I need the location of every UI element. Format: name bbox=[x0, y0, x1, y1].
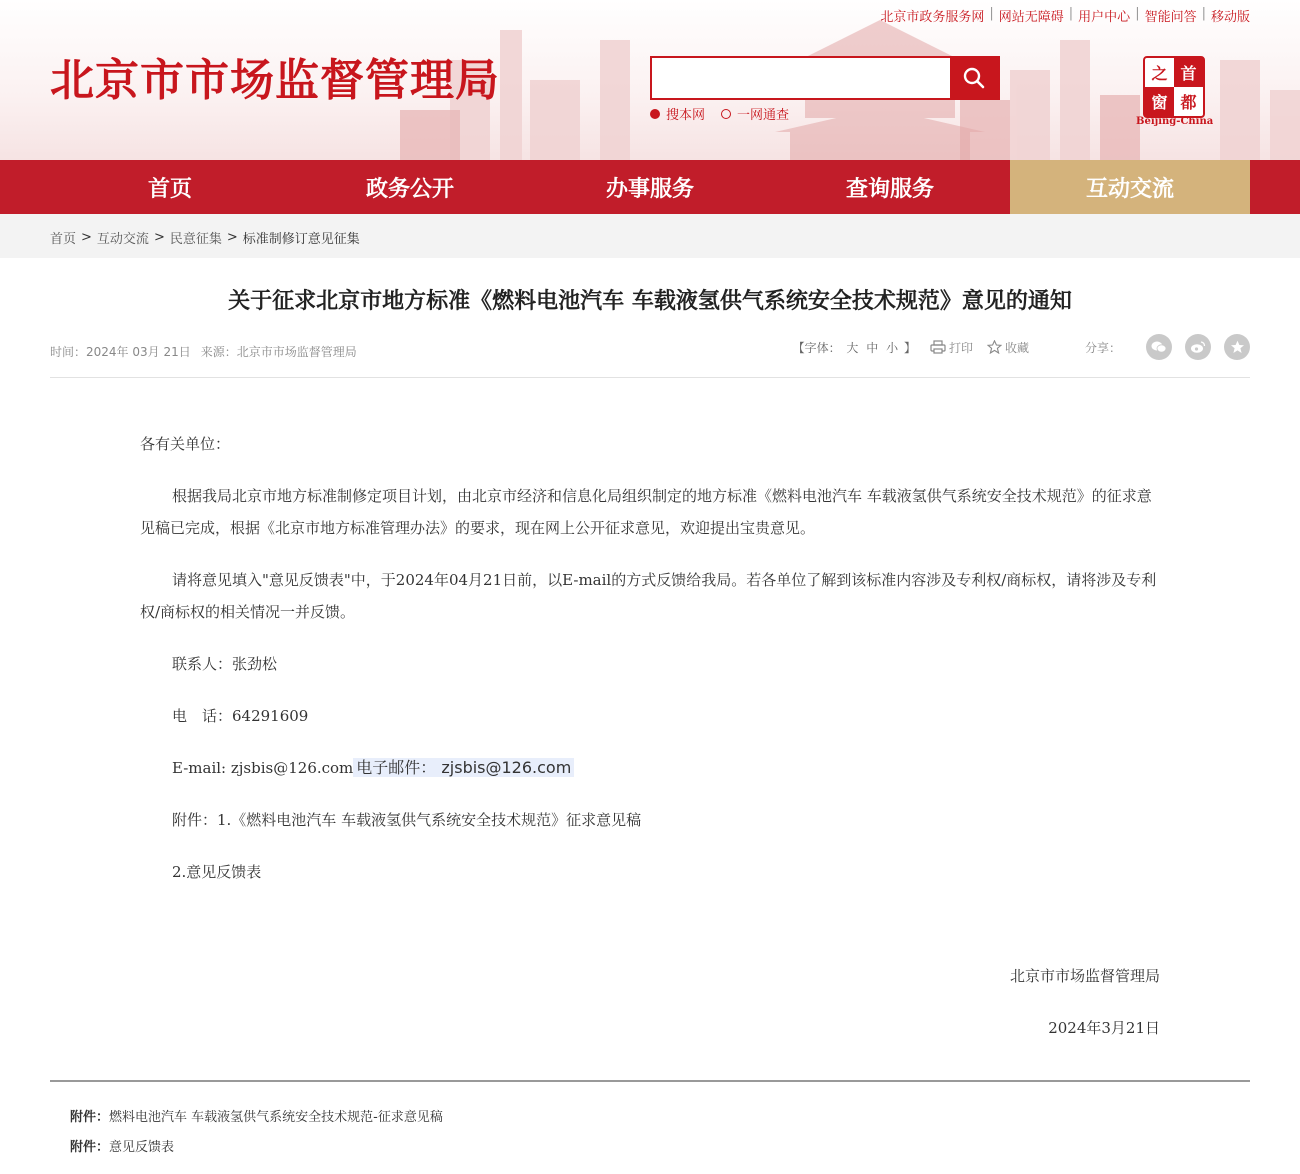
search-box bbox=[650, 56, 1000, 100]
attachment-link-draft[interactable]: 燃料电池汽车 车载液氢供气系统安全技术规范-征求意见稿 bbox=[109, 1110, 443, 1125]
search-input[interactable] bbox=[652, 58, 950, 98]
attachment-label: 附件： bbox=[70, 1140, 110, 1155]
breadcrumb-separator: > bbox=[81, 230, 92, 245]
contact-email-line bbox=[140, 752, 1160, 784]
main-nav bbox=[0, 160, 1300, 214]
breadcrumb-separator: > bbox=[153, 230, 165, 245]
breadcrumb-separator: > bbox=[226, 230, 238, 245]
attachment-label: 附件： bbox=[70, 1110, 110, 1125]
top-link-mobile[interactable]: 移动版 bbox=[1210, 10, 1250, 25]
meta-source-value: 北京市市场监督管理局 bbox=[236, 345, 357, 359]
meta-time bbox=[50, 343, 191, 360]
breadcrumb-opinion[interactable]: 民意征集 bbox=[169, 232, 222, 247]
breadcrumb-current: 标准制修订意见征集 bbox=[242, 232, 360, 247]
share-favorite-button[interactable] bbox=[1224, 334, 1250, 360]
attachment-item bbox=[70, 1106, 443, 1125]
font-size-medium[interactable]: 中 bbox=[866, 340, 879, 355]
nav-item-interaction[interactable]: 互动交流 bbox=[1010, 160, 1250, 214]
search-scope-all-label: 一网通查 bbox=[737, 108, 790, 123]
radio-checked-icon bbox=[650, 109, 660, 119]
nav-item-query[interactable]: 查询服务 bbox=[845, 176, 934, 202]
nav-item-home[interactable]: 首页 bbox=[147, 176, 192, 202]
contact-email[interactable]: E-mail: zjsbis@126.com bbox=[172, 759, 354, 777]
badge-subtitle: Beijing-China bbox=[1136, 116, 1214, 127]
article-tools bbox=[793, 332, 1250, 362]
badge-char: 窗 bbox=[1145, 87, 1174, 116]
breadcrumb-bar bbox=[0, 214, 1300, 258]
divider bbox=[50, 377, 1250, 378]
print-button[interactable] bbox=[930, 339, 973, 356]
font-size-large[interactable]: 大 bbox=[846, 340, 859, 355]
search-scope-site[interactable] bbox=[650, 104, 705, 123]
breadcrumb-interaction[interactable]: 互动交流 bbox=[96, 232, 149, 247]
font-size-control bbox=[793, 339, 916, 356]
meta-source bbox=[201, 343, 357, 360]
favorite-label: 收藏 bbox=[1004, 340, 1029, 355]
share-wechat-button[interactable] bbox=[1146, 334, 1172, 360]
breadcrumb bbox=[50, 228, 360, 247]
nav-item-gov-affairs[interactable]: 政务公开 bbox=[365, 176, 454, 202]
top-links bbox=[880, 6, 1250, 25]
share-weibo-button[interactable] bbox=[1185, 334, 1211, 360]
top-link-accessibility[interactable]: 网站无障碍 bbox=[998, 10, 1064, 25]
salutation: 各有关单位： bbox=[140, 435, 231, 453]
top-link-smart-qa[interactable]: 智能问答 bbox=[1144, 10, 1197, 25]
search-button[interactable] bbox=[950, 58, 998, 98]
font-size-close: 】 bbox=[903, 340, 916, 355]
top-link-user-center[interactable]: 用户中心 bbox=[1078, 10, 1131, 25]
search-scope-site-label: 搜本网 bbox=[666, 108, 706, 123]
article-title: 关于征求北京市地方标准《燃料电池汽车 车载液氢供气系统安全技术规范》意见的通知 bbox=[228, 289, 1072, 314]
radio-unchecked-icon bbox=[721, 109, 731, 119]
divider: | bbox=[1201, 6, 1206, 21]
capital-window-logo[interactable] bbox=[1143, 56, 1205, 118]
attachment-note-1: 附件：1.《燃料电池汽车 车载液氢供气系统安全技术规范》征求意见稿 bbox=[172, 811, 642, 829]
print-label: 打印 bbox=[948, 340, 973, 355]
paragraph-intro: 根据我局北京市地方标准制修定项目计划，由北京市经济和信息化局组织制定的地方标准《燃料电池汽车 车载液氢供气系统安全技术规范》的征求意见稿已完成，根据《北京市地方标准管理办法》的要求，现在网上公开征求意见，欢迎提出宝贵意见。 bbox=[140, 487, 1152, 537]
divider: | bbox=[989, 6, 994, 21]
star-icon bbox=[1230, 340, 1245, 354]
divider: | bbox=[1068, 6, 1074, 21]
top-link-gov-service[interactable]: 北京市政务服务网 bbox=[880, 10, 985, 25]
attachment-item bbox=[70, 1136, 174, 1155]
paragraph-feedback: 请将意见填入"意见反馈表"中，于2024年04月21日前，以E-mail的方式反馈给我局。若各单位了解到该标准内容涉及专利权/商标权，请将涉及专利权/商标权的相关情况一并反馈。 bbox=[140, 571, 1157, 621]
attachment-link-feedback-form[interactable]: 意见反馈表 bbox=[109, 1140, 175, 1155]
badge-char: 首 bbox=[1174, 58, 1203, 87]
favorite-button[interactable] bbox=[987, 339, 1029, 356]
attachment-note-2: 2.意见反馈表 bbox=[172, 863, 262, 881]
nav-item-services[interactable]: 办事服务 bbox=[605, 176, 694, 202]
breadcrumb-home[interactable]: 首页 bbox=[50, 232, 77, 247]
weibo-icon bbox=[1190, 340, 1206, 354]
wechat-icon bbox=[1151, 340, 1167, 354]
article-meta bbox=[50, 343, 357, 360]
badge-char: 都 bbox=[1180, 93, 1197, 112]
signature: 北京市市场监督管理局 bbox=[1009, 967, 1160, 985]
badge-char: 之 bbox=[1151, 64, 1168, 83]
font-size-small[interactable]: 小 bbox=[886, 340, 899, 355]
meta-time-label: 时间： bbox=[50, 345, 87, 359]
contact-phone: 电 话：64291609 bbox=[172, 707, 309, 725]
contact-person: 联系人：张劲松 bbox=[172, 655, 278, 673]
site-header bbox=[0, 0, 1300, 160]
share-label: 分享： bbox=[1084, 340, 1121, 355]
search-icon bbox=[963, 67, 985, 89]
signature-date: 2024年3月21日 bbox=[1048, 1019, 1160, 1037]
printer-icon bbox=[930, 340, 946, 354]
font-size-label: 【字体： bbox=[792, 340, 841, 355]
star-outline-icon bbox=[987, 340, 1002, 354]
search-scope bbox=[650, 104, 789, 123]
divider bbox=[50, 1080, 1250, 1082]
meta-source-label: 来源： bbox=[200, 345, 237, 359]
site-title[interactable]: 北京市市场监督管理局 bbox=[50, 55, 500, 106]
search-scope-all[interactable] bbox=[721, 104, 789, 123]
email-highlight: 电子邮件： zjsbis@126.com bbox=[353, 758, 574, 777]
divider: | bbox=[1135, 6, 1140, 21]
meta-time-value: 2024年 03月 21日 bbox=[86, 345, 191, 359]
